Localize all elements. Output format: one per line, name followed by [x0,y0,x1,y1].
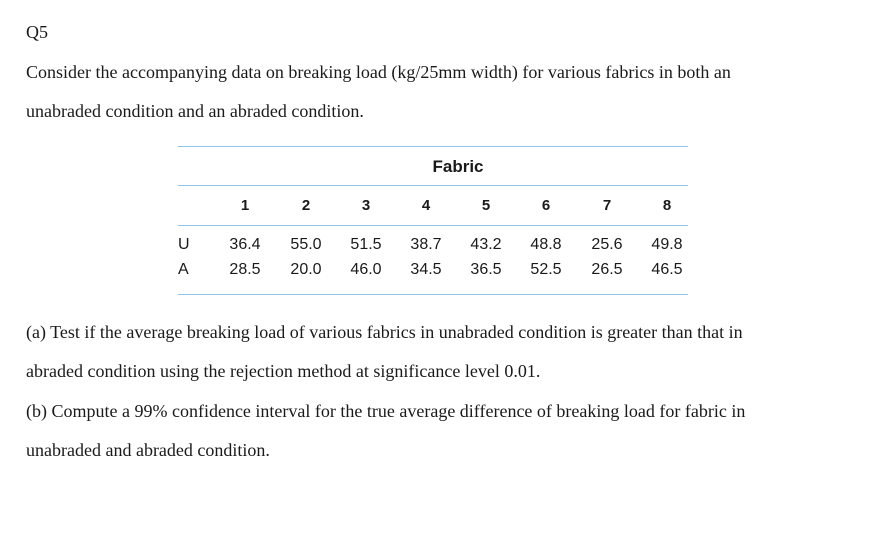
question-number: Q5 [26,22,48,42]
table-cell: 55.0 [290,236,322,253]
table-cell: 48.8 [530,236,562,253]
column-header: 8 [662,197,672,214]
table-cell: 25.6 [591,236,623,253]
row-label: U [178,236,190,253]
question-intro-line-1: Consider the accompanying data on breaking load (kg/25mm width) for various fabrics in both an [26,62,731,82]
table-top-rule [178,146,688,147]
column-header: 4 [421,197,431,214]
table-cell: 36.4 [229,236,261,253]
table-title: Fabric [432,157,484,176]
table-cell: 46.5 [651,261,683,278]
table-cell: 28.5 [229,261,261,278]
part-b-line-1: (b) Compute a 99% confidence interval for the true average difference of breaking load for fabric in [26,401,746,421]
table-bottom-rule [178,294,688,295]
table-cell: 51.5 [350,236,382,253]
table-title-rule [178,185,688,186]
table-cell: 34.5 [410,261,442,278]
table-header-rule [178,225,688,226]
table-cell: 52.5 [530,261,562,278]
column-header: 5 [481,197,491,214]
table-cell: 20.0 [290,261,322,278]
table-cell: 46.0 [350,261,382,278]
column-header: 7 [602,197,612,214]
question-intro-line-2: unabraded condition and an abraded condition. [26,101,364,121]
table-cell: 43.2 [470,236,502,253]
table-cell: 38.7 [410,236,442,253]
part-b-line-2: unabraded and abraded condition. [26,440,270,460]
part-a-line-2: abraded condition using the rejection method at significance level 0.01. [26,361,541,381]
column-header: 1 [240,197,250,214]
column-header: 3 [361,197,371,214]
column-header: 6 [541,197,551,214]
table-cell: 49.8 [651,236,683,253]
part-a-line-1: (a) Test if the average breaking load of various fabrics in unabraded condition is greater than that in [26,322,743,342]
table-cell: 36.5 [470,261,502,278]
column-header: 2 [301,197,311,214]
row-label: A [178,261,189,278]
table-cell: 26.5 [591,261,623,278]
